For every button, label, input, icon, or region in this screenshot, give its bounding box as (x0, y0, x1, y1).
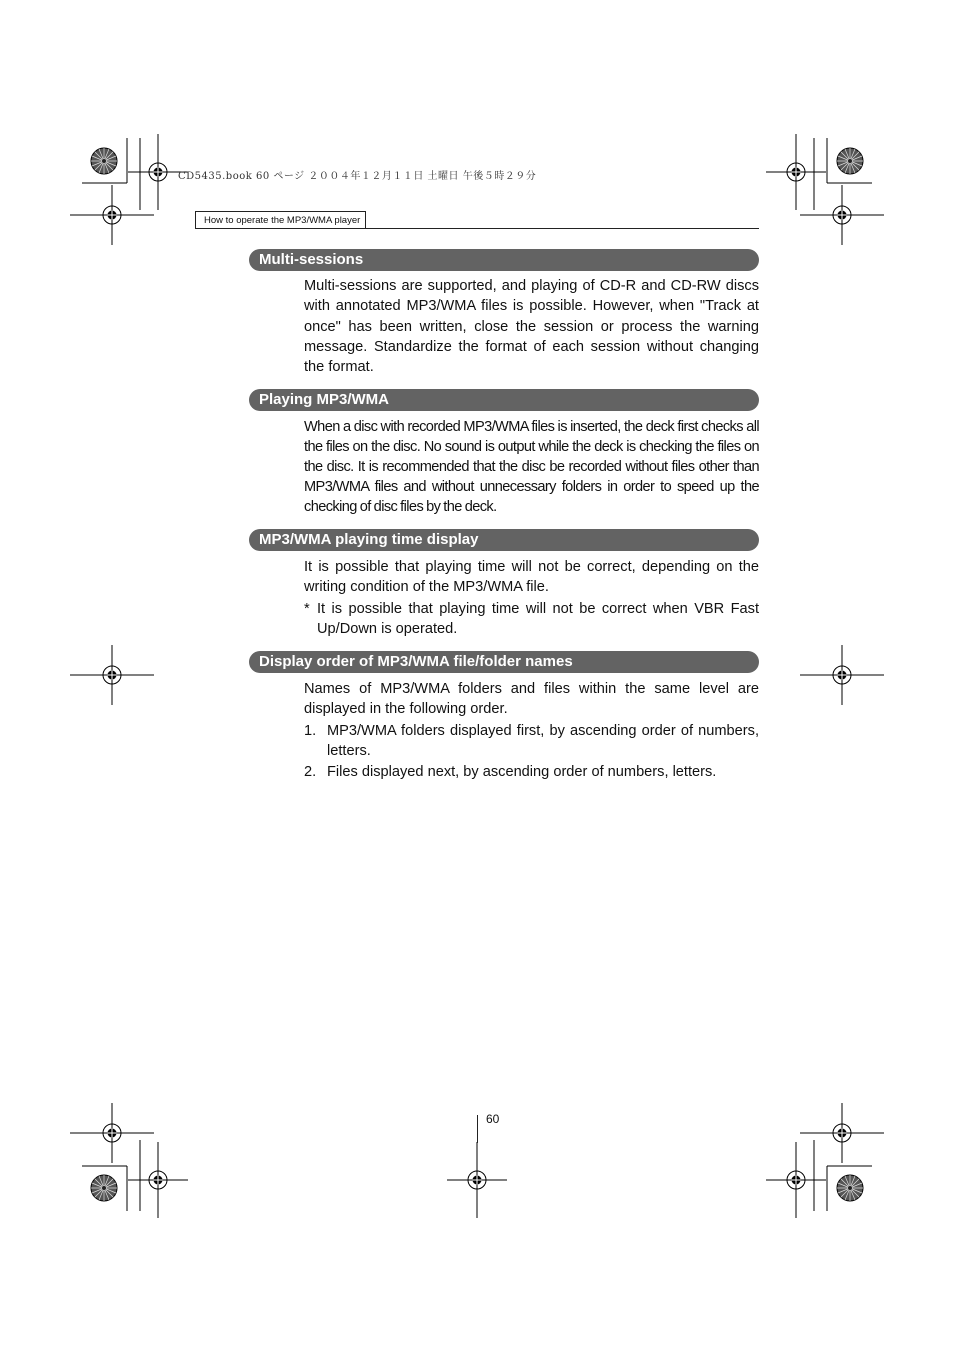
list-item-text: MP3/WMA folders displayed first, by ascending order of numbers, letters. (327, 723, 759, 760)
list-item-number: 1. (304, 723, 317, 739)
section-body-multi-sessions: Multi-sessions are supported, and playing of CD-R and CD-RW discs with annotated MP3/WMA files is possible. However, when "Track at once" has been written, close the session or process the warning message. Standardize the format of each session without changing the format. (304, 278, 759, 376)
chapter-header-tab: How to operate the MP3/WMA player (195, 211, 366, 229)
list-item (304, 721, 759, 762)
section-body-playing-time: It is possible that playing time will not be correct, depending on the writing condition of the MP3/WMA file. (304, 559, 759, 596)
list-item-text: Files displayed next, by ascending order of numbers, letters. (327, 764, 717, 780)
page-number: 60 (486, 1112, 500, 1126)
section-title-playing: Playing MP3/WMA (249, 389, 759, 411)
list-item (304, 762, 759, 782)
note-mark: * (304, 601, 310, 617)
section-title-display-order: Display order of MP3/WMA file/folder names (249, 651, 759, 673)
note-text: It is possible that playing time will not be correct when VBR Fast Up/Down is operated. (317, 601, 759, 638)
list-item-number: 2. (304, 764, 317, 780)
section-body-display-order: Names of MP3/WMA folders and files within the same level are displayed in the following order. (304, 681, 759, 718)
section-body-playing: When a disc with recorded MP3/WMA files is inserted, the deck first checks all the files on the disc. No sound is output while the deck is checking the files on the disc. It is recommended that the disc be recorded without files other than MP3/WMA files and without unnecessary folders in order to speed up the checking of disc files by the deck. (304, 419, 759, 516)
section-title-multi-sessions: Multi-sessions (249, 249, 759, 271)
section-title-playing-time: MP3/WMA playing time display (249, 529, 759, 551)
print-info-line: CD5435.book 60 ページ ２００４年１２月１１日 土曜日 午後５時２９分 (178, 171, 537, 182)
note-vbr (304, 599, 759, 640)
header-rule (195, 228, 759, 229)
page-number-rule (477, 1115, 478, 1143)
